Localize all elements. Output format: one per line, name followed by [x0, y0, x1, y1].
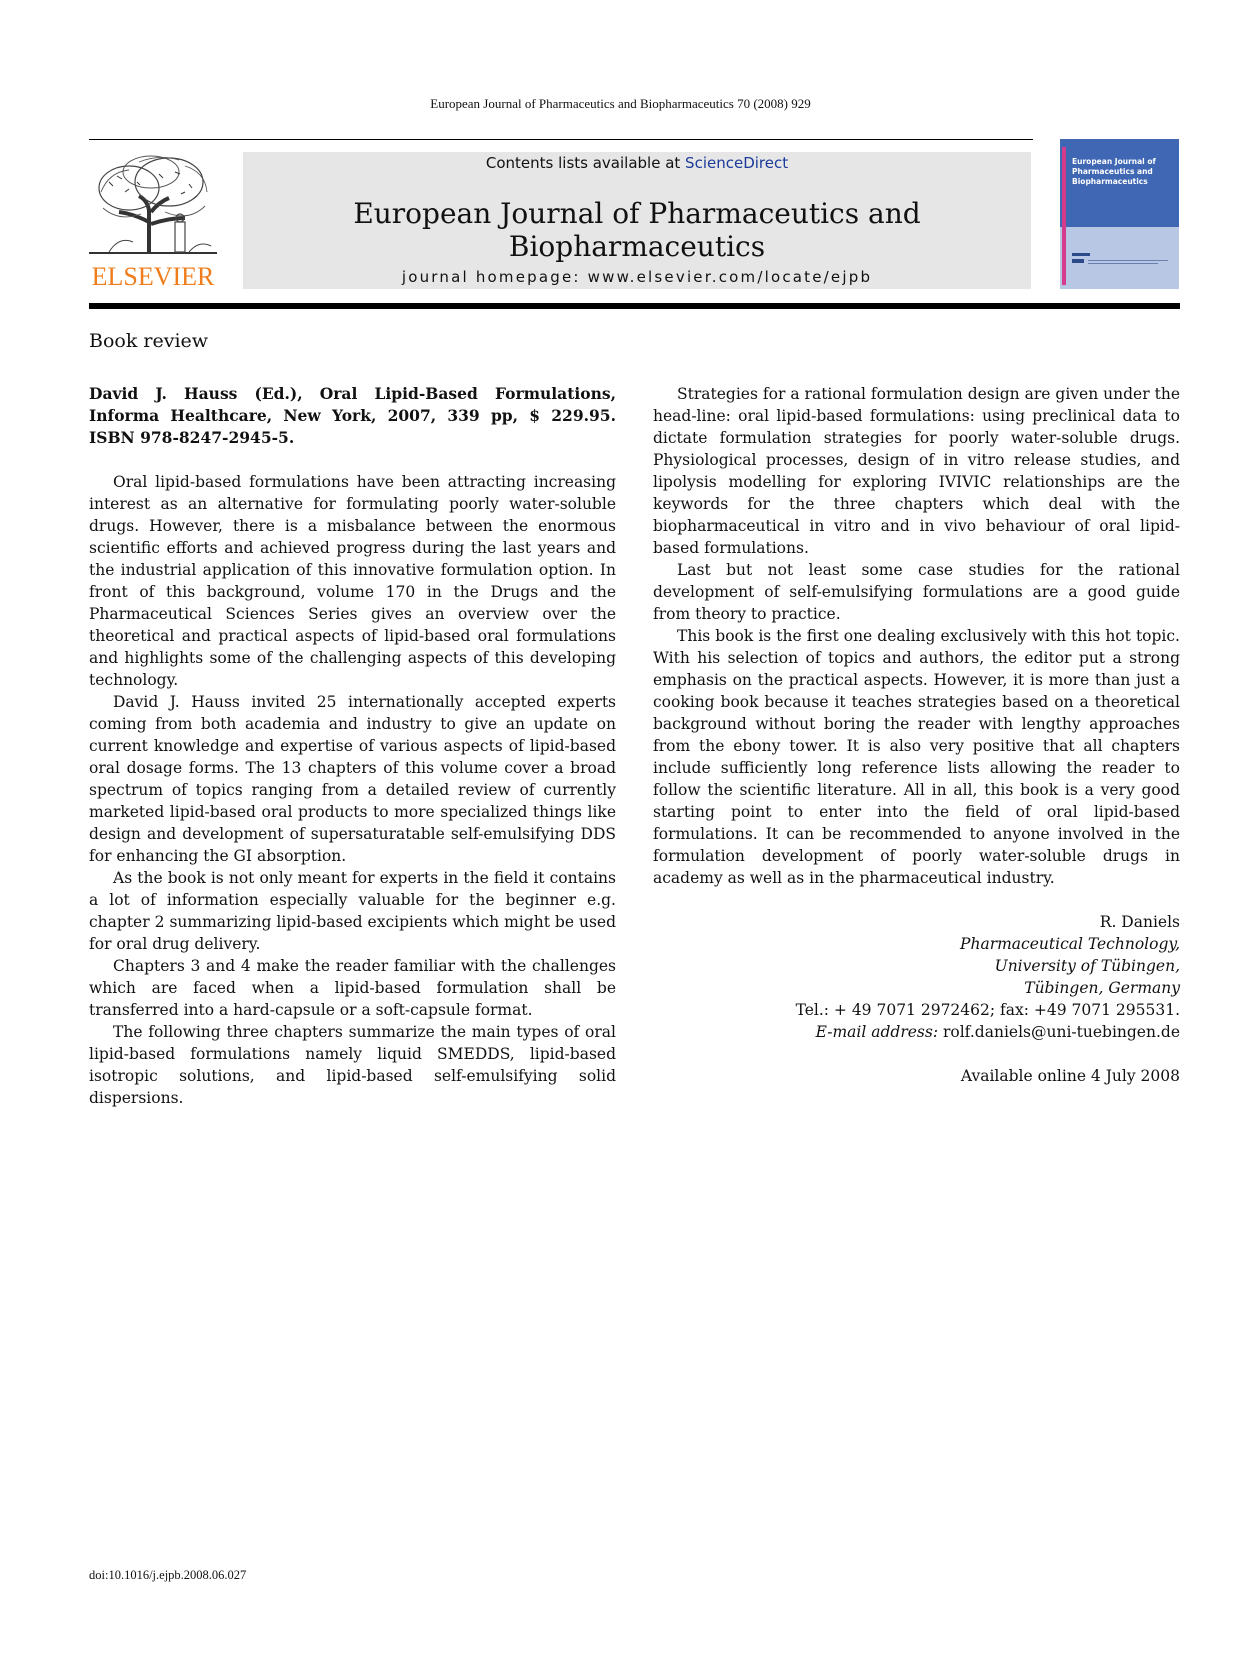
body-paragraph: This book is the first one dealing exclusively with this hot topic. With his selection of topics and authors, the editor put a strong emphasis on the practical aspects. However, it is more than just a cooking book because it teaches strategies based on a theoretical background without boring the reader with lengthy approaches from the ebony tower. It is also very positive that all chapters include sufficiently long reference lists allowing the reader to follow the scientific literature. All in all, this book is a very good starting point to enter into the field of oral lipid-based formulations. It can be recommended to anyone involved in the formulation development of poorly water-soluble drugs in academy as well as in the pharmaceutical industry.: [653, 627, 1180, 887]
available-online: Available online 4 July 2008: [960, 1067, 1180, 1085]
contents-line: [243, 154, 1031, 172]
journal-title: European Journal of Pharmaceutics and Biopharmaceutics: [353, 197, 921, 263]
body-paragraph: David J. Hauss invited 25 internationally accepted experts coming from both academia and industry to give an update on current knowledge and expertise of various aspects of lipid-based oral dosage forms. The 13 chapters of this volume cover a broad spectrum of topics ranging from a detailed review of currently marketed lipid-based oral products to more specialized things like design and development of supersaturatable self-emulsifying DDS for enhancing the GI absorption.: [89, 693, 616, 865]
cover-society-mark-icon: [1072, 251, 1172, 265]
tree-icon: [89, 152, 217, 262]
sciencedirect-link[interactable]: ScienceDirect: [685, 154, 789, 172]
reviewer-dept: Pharmaceutical Technology,: [960, 935, 1180, 953]
reviewer-email-line: [653, 1021, 1180, 1043]
masthead-rule: [89, 303, 1180, 309]
body-paragraph: The following three chapters summarize the main types of oral lipid-based formulations namely liquid SMEDDS, lipid-based isotropic solutions, and lipid-based self-emulsifying solid dispersions.: [89, 1023, 616, 1107]
journal-homepage[interactable]: journal homepage: www.elsevier.com/locate/ejpb: [401, 268, 873, 286]
section-label: Book review: [89, 330, 209, 352]
elsevier-logo: [89, 152, 217, 292]
left-column: [89, 383, 616, 1109]
reviewer-email[interactable]: rolf.daniels@uni-tuebingen.de: [942, 1023, 1180, 1041]
reviewer-city: Tübingen, Germany: [1024, 979, 1180, 997]
journal-cover-thumbnail: [1060, 139, 1179, 289]
book-reference: David J. Hauss (Ed.), Oral Lipid-Based Formulations, Informa Healthcare, New York, 2007, 339 pp, $ 229.95. ISBN 978-8247-2945-5.: [89, 384, 616, 447]
body-paragraph: As the book is not only meant for experts in the field it contains a lot of information especially valuable for the beginner e.g. chapter 2 summarizing lipid-based excipients which might be used for oral drug delivery.: [89, 869, 616, 953]
reviewer-signature: [653, 911, 1180, 1043]
right-column: [653, 383, 1180, 1087]
reviewer-phone: Tel.: + 49 7071 2972462; fax: +49 7071 295531.: [795, 1001, 1180, 1019]
journal-banner: [243, 152, 1031, 289]
running-head: European Journal of Pharmaceutics and Biopharmaceutics 70 (2008) 929: [430, 96, 811, 111]
cover-stripe: [1062, 147, 1066, 285]
body-paragraph: Last but not least some case studies for the rational development of self-emulsifying formulations are a good guide from theory to practice.: [653, 561, 1180, 623]
email-label: E-mail address:: [815, 1023, 939, 1041]
reviewer-university: University of Tübingen,: [994, 957, 1180, 975]
contents-prefix: Contents lists available at: [485, 154, 686, 172]
header-rule: [89, 139, 1033, 140]
body-paragraph: Strategies for a rational formulation design are given under the head-line: oral lipid-based formulations: using preclinical data to dictate formulation strategies for poorly water-soluble drugs. Physiological processes, design of in vitro release studies, and lipolysis modelling for exploring IVIVIC relationships are the keywords for the three chapters which deal with the biopharmaceutical in vitro and in vivo behaviour of oral lipid-based formulations.: [653, 385, 1180, 557]
body-paragraph: Chapters 3 and 4 make the reader familiar with the challenges which are faced when a lipid-based formulation shall be transferred into a hard-capsule or a soft-capsule format.: [89, 957, 616, 1019]
reviewer-name: R. Daniels: [1099, 913, 1180, 931]
elsevier-wordmark: ELSEVIER: [91, 262, 215, 291]
doi[interactable]: doi:10.1016/j.ejpb.2008.06.027: [89, 1568, 247, 1582]
body-paragraph: Oral lipid-based formulations have been attracting increasing interest as an alternative for formulating poorly water-soluble drugs. However, there is a misbalance between the enormous scientific efforts and achieved progress during the last years and the industrial application of this innovative formulation option. In front of this background, volume 170 in the Drugs and the Pharmaceutical Sciences Series gives an overview over the theoretical and practical aspects of lipid-based oral formulations and highlights some of the challenging aspects of this developing technology.: [89, 473, 616, 689]
cover-title: European Journal of Pharmaceutics and Biopharmaceutics: [1072, 157, 1156, 186]
